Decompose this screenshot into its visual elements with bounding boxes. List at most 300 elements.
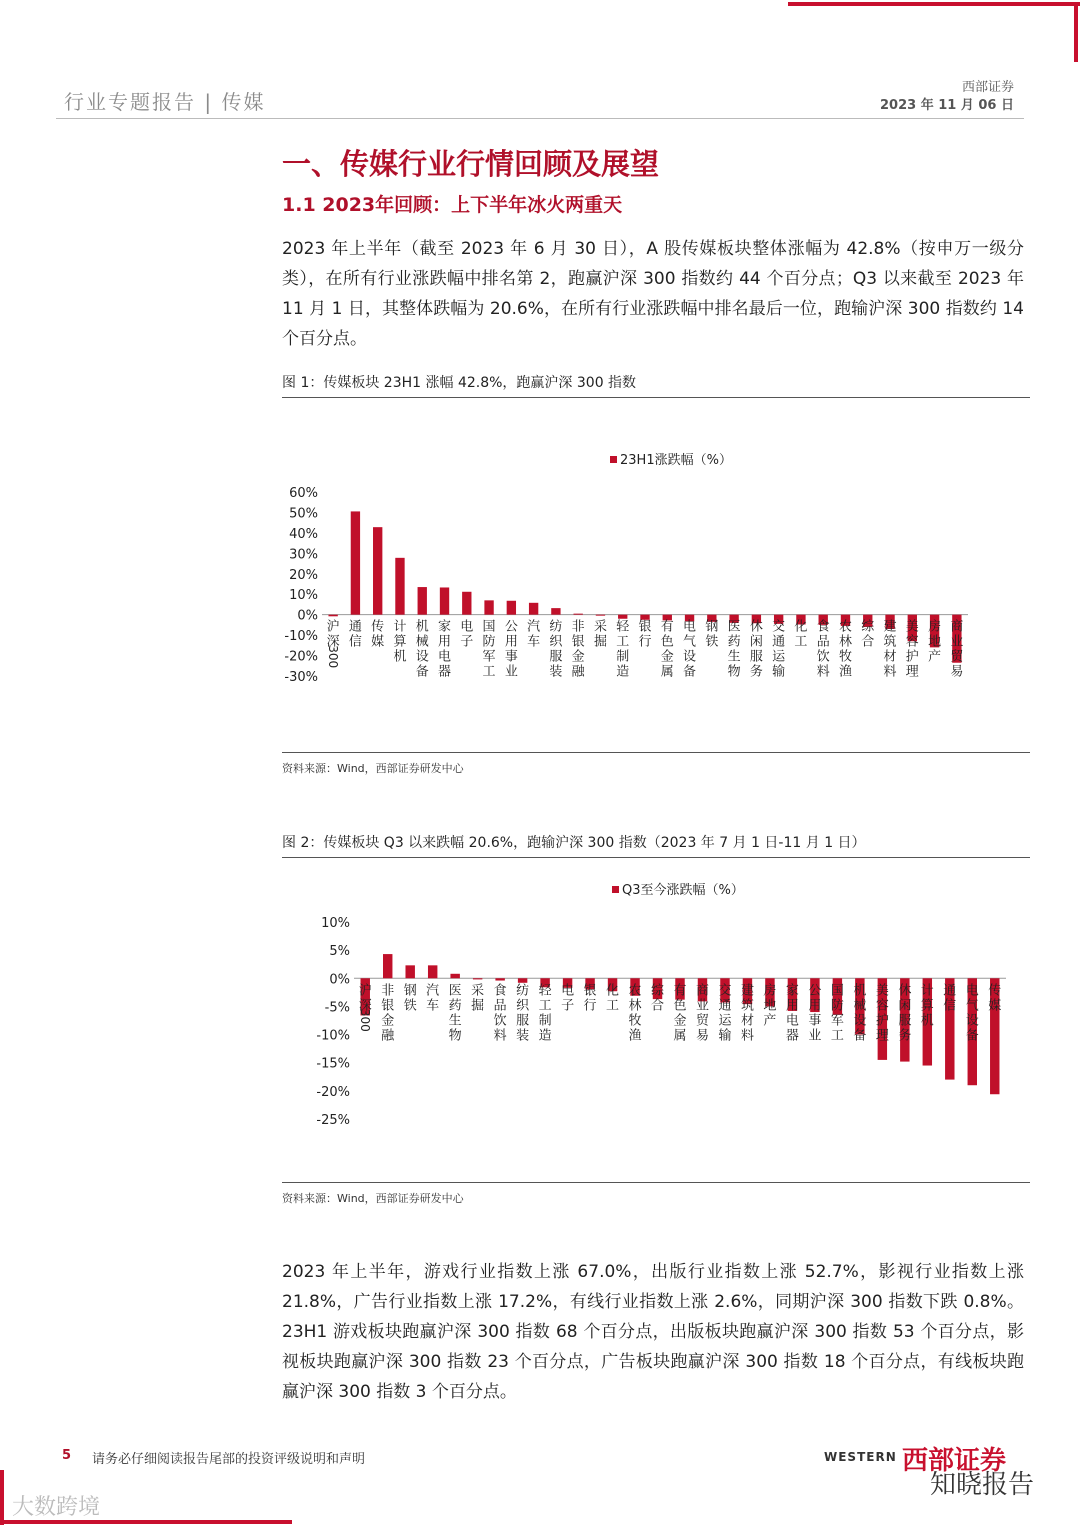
y-tick-label: 30%	[289, 547, 318, 563]
svg-text:品: 品	[493, 998, 507, 1014]
svg-text:合: 合	[861, 634, 875, 650]
svg-text:化: 化	[794, 619, 808, 635]
svg-text:备: 备	[965, 1028, 979, 1044]
category-label-银行	[638, 620, 651, 650]
y-tick-label: 5%	[329, 944, 350, 960]
category-label-计算机	[393, 619, 406, 665]
svg-text:设: 设	[415, 649, 429, 665]
y-tick-label: -15%	[316, 1056, 350, 1072]
bar-家用电器	[440, 587, 449, 614]
svg-text:事: 事	[504, 649, 518, 665]
svg-text:牧: 牧	[838, 649, 852, 665]
category-label-钢铁	[705, 620, 718, 650]
svg-text:综: 综	[651, 983, 665, 999]
svg-text:子: 子	[561, 998, 575, 1014]
svg-text:行: 行	[583, 998, 597, 1014]
category-label-电气设备	[966, 982, 979, 1043]
figure1-chart	[282, 440, 1030, 700]
bar-轻工制造	[618, 615, 627, 619]
svg-text:筑: 筑	[740, 998, 754, 1014]
bar-公用事业	[507, 601, 516, 615]
svg-text:属: 属	[673, 1028, 687, 1044]
svg-text:色: 色	[660, 634, 674, 650]
svg-text:银: 银	[583, 983, 597, 999]
svg-text:药: 药	[448, 998, 462, 1014]
svg-text:用: 用	[785, 998, 799, 1014]
category-label-通信	[349, 620, 362, 650]
category-label-休闲服务	[750, 620, 763, 680]
corner-accent-right	[1074, 2, 1078, 62]
y-tick-label: 50%	[289, 506, 318, 522]
svg-text:食: 食	[816, 619, 830, 635]
svg-text:沪: 沪	[326, 619, 340, 635]
svg-text:服: 服	[749, 649, 763, 665]
svg-text:军: 军	[482, 649, 496, 665]
category-label-商业贸易	[950, 619, 964, 680]
corner-accent-top	[788, 2, 1080, 6]
svg-text:农: 农	[838, 619, 852, 635]
svg-text:渔: 渔	[838, 664, 852, 680]
svg-text:械: 械	[415, 634, 429, 650]
figure2-bottom-rule	[282, 1182, 1030, 1183]
svg-text:铁: 铁	[705, 634, 719, 650]
category-label-公用事业	[505, 620, 518, 680]
category-label-化工	[606, 983, 619, 1013]
svg-text:非: 非	[571, 619, 585, 635]
y-tick-label: -5%	[324, 1000, 350, 1016]
svg-text:建: 建	[883, 619, 897, 635]
svg-text:生: 生	[448, 1013, 462, 1029]
svg-text:汽: 汽	[527, 619, 541, 635]
svg-text:用: 用	[504, 634, 518, 650]
svg-text:用: 用	[808, 998, 822, 1014]
figure2-top-rule	[282, 857, 1030, 858]
svg-text:气: 气	[683, 634, 697, 650]
category-label-综合	[651, 982, 665, 1013]
svg-text:算: 算	[393, 634, 407, 650]
svg-text:备: 备	[683, 664, 697, 680]
svg-text:造: 造	[538, 1028, 552, 1044]
svg-text:行: 行	[638, 634, 652, 650]
svg-text:化: 化	[606, 983, 620, 999]
svg-text:服: 服	[898, 1013, 912, 1029]
svg-text:银: 银	[638, 619, 652, 635]
svg-text:非: 非	[381, 983, 395, 999]
category-label-非银金融	[572, 619, 586, 680]
category-label-农林牧渔	[839, 620, 852, 680]
svg-text:织: 织	[516, 998, 530, 1014]
watermark-text: 知晓报告	[930, 1470, 1035, 1500]
category-label-医药生物	[449, 983, 462, 1043]
bar-沪深300	[328, 615, 337, 617]
svg-text:军: 军	[830, 1013, 844, 1029]
svg-text:计: 计	[920, 983, 934, 999]
svg-text:工: 工	[794, 634, 808, 650]
category-label-交通运输	[772, 620, 786, 680]
category-label-轻工制造	[539, 983, 553, 1043]
svg-text:合: 合	[651, 998, 665, 1014]
bar-计算机	[395, 558, 404, 615]
svg-text:气: 气	[965, 998, 979, 1014]
figure2-source: 资料来源：Wind，西部证券研发中心	[282, 1192, 464, 1205]
svg-text:业: 业	[808, 1028, 822, 1044]
y-tick-label: -20%	[284, 649, 318, 665]
category-label-计算机	[921, 982, 934, 1028]
category-label-家用电器	[786, 983, 799, 1043]
category-label-建筑材料	[741, 982, 754, 1043]
svg-text:工: 工	[830, 1028, 844, 1044]
bar-纺织服装	[518, 978, 527, 983]
svg-text:通: 通	[348, 619, 362, 635]
category-label-机械设备	[416, 619, 429, 680]
svg-text:制: 制	[616, 649, 630, 665]
svg-text:通: 通	[718, 998, 732, 1014]
logo-english: WESTERN	[824, 1450, 897, 1464]
svg-text:信: 信	[943, 998, 957, 1014]
svg-text:备: 备	[853, 1028, 867, 1044]
svg-text:银: 银	[571, 634, 585, 650]
svg-text:闲: 闲	[898, 998, 912, 1014]
paragraph-h1-details: 2023 年上半年，游戏行业指数上涨 67.0%，出版行业指数上涨 52.7%，影视行业指数上涨 21.8%，广告行业指数上涨 17.2%，有线行业指数上涨 2.6%，同期沪深 300 指数下跌 0.8%。23H1 游戏板块跑赢沪深 300 指数 68 个百分点，出版板块跑赢沪深 300 指数 53 个百分点，影视板块跑赢沪深 300 指数 23 个百分点，广告板块跑赢沪深 300 指数 18 个百分点，有线板块跑赢沪深 300 指数 3 个百分点。	[282, 1262, 1024, 1402]
svg-text:纺: 纺	[549, 619, 563, 635]
svg-text:防: 防	[830, 998, 844, 1014]
figure2-chart	[282, 876, 1030, 1146]
svg-text:机: 机	[393, 649, 407, 665]
svg-text:易: 易	[695, 1028, 709, 1044]
svg-text:金: 金	[381, 1013, 395, 1029]
svg-text:融: 融	[381, 1028, 395, 1044]
svg-text:工: 工	[482, 664, 496, 680]
svg-text:商: 商	[695, 983, 709, 999]
category-label-电子	[460, 619, 473, 650]
svg-text:商: 商	[950, 619, 964, 635]
legend-swatch	[610, 456, 617, 463]
svg-text:机: 机	[415, 619, 429, 635]
subsection-heading: 1.1 2023年回顾：上下半年冰火两重天	[282, 194, 623, 216]
svg-text:工: 工	[606, 998, 620, 1014]
svg-text:筑: 筑	[883, 634, 897, 650]
svg-text:深: 深	[358, 998, 372, 1014]
report-date: 2023 年 11 月 06 日	[880, 98, 1014, 113]
report-category: 行业专题报告 | 传媒	[64, 90, 266, 114]
svg-text:器: 器	[438, 664, 452, 680]
category-label-机械设备	[853, 982, 866, 1043]
category-label-传媒	[988, 983, 1001, 1013]
svg-text:机: 机	[920, 1013, 934, 1029]
category-label-采掘	[471, 983, 484, 1013]
figure1-title: 图 1：传媒板块 23H1 涨幅 42.8%，跑赢沪深 300 指数	[282, 375, 637, 391]
category-label-汽车	[527, 620, 540, 650]
svg-text:事: 事	[808, 1013, 822, 1029]
svg-text:装: 装	[516, 1028, 530, 1044]
y-tick-label: 0%	[297, 608, 318, 624]
svg-text:钢: 钢	[705, 619, 719, 635]
y-tick-label: -10%	[316, 1028, 350, 1044]
svg-text:品: 品	[816, 634, 830, 650]
bar-医药生物	[450, 974, 459, 979]
svg-text:综: 综	[861, 619, 875, 635]
bar-采掘	[473, 978, 482, 979]
category-label-纺织服装	[516, 983, 530, 1043]
category-label-商业贸易	[696, 982, 710, 1043]
svg-text:融: 融	[571, 664, 585, 680]
svg-text:工: 工	[538, 998, 552, 1014]
svg-text:地: 地	[763, 998, 777, 1014]
svg-text:家: 家	[438, 619, 452, 635]
category-label-房地产	[763, 982, 776, 1028]
category-label-交通运输	[718, 983, 732, 1043]
y-tick-label: 10%	[321, 916, 350, 931]
watermark-bottom-left: 大数跨境	[12, 1495, 101, 1520]
svg-text:通: 通	[772, 634, 786, 650]
svg-text:造: 造	[616, 664, 630, 680]
svg-text:传: 传	[371, 619, 385, 635]
legend-label: 23H1涨跌幅（%）	[620, 453, 732, 468]
category-label-化工	[794, 620, 807, 650]
svg-text:产: 产	[763, 1013, 777, 1029]
svg-text:生: 生	[727, 649, 741, 665]
svg-text:易: 易	[950, 664, 964, 680]
svg-text:采: 采	[471, 983, 485, 999]
bar-传媒	[373, 527, 382, 615]
svg-text:护: 护	[875, 1013, 889, 1029]
footer-accent-left	[0, 1470, 4, 1525]
category-label-国防军工	[483, 620, 496, 680]
svg-text:300: 300	[358, 1008, 373, 1032]
category-label-国防军工	[831, 983, 844, 1043]
svg-text:深: 深	[326, 634, 340, 650]
svg-text:电: 电	[683, 619, 697, 635]
svg-text:电: 电	[460, 619, 474, 635]
company-name: 西部证券	[961, 80, 1014, 95]
svg-text:医: 医	[448, 983, 462, 999]
bar-非银金融	[383, 954, 392, 978]
svg-text:运: 运	[772, 649, 786, 665]
svg-text:工: 工	[616, 634, 630, 650]
figure1-top-rule	[282, 397, 1030, 398]
svg-text:房: 房	[928, 619, 942, 635]
svg-text:器: 器	[785, 1028, 799, 1044]
y-tick-label: -25%	[316, 1113, 350, 1128]
svg-text:车: 车	[426, 998, 440, 1014]
svg-text:纺: 纺	[516, 983, 530, 999]
svg-text:料: 料	[740, 1028, 754, 1044]
category-label-建筑材料	[884, 619, 897, 680]
svg-text:公: 公	[808, 983, 822, 999]
category-label-家用电器	[438, 620, 451, 680]
svg-text:闲: 闲	[749, 634, 763, 650]
y-tick-label: 0%	[329, 972, 350, 988]
bar-食品饮料	[495, 978, 504, 980]
svg-text:有: 有	[660, 619, 674, 635]
category-label-沪深300	[358, 983, 372, 1031]
svg-text:药: 药	[727, 634, 741, 650]
svg-text:车: 车	[527, 634, 541, 650]
svg-text:务: 务	[749, 664, 763, 680]
y-tick-label: 10%	[289, 588, 318, 604]
category-label-轻工制造	[616, 620, 630, 680]
svg-text:美: 美	[905, 619, 919, 635]
bar-非银金融	[573, 614, 582, 615]
svg-text:国: 国	[482, 619, 496, 635]
bar-汽车	[529, 603, 538, 615]
category-label-房地产	[928, 619, 941, 665]
bar-电子	[462, 592, 471, 615]
svg-text:林: 林	[628, 998, 642, 1014]
svg-text:机: 机	[853, 983, 867, 999]
svg-text:运: 运	[718, 1013, 732, 1029]
y-tick-label: -10%	[284, 629, 318, 645]
svg-text:采: 采	[593, 619, 607, 635]
svg-text:美: 美	[875, 983, 889, 999]
paragraph-intro: 2023 年上半年（截至 2023 年 6 月 30 日），A 股传媒板块整体涨幅为 42.8%（按申万一级分类），在所有行业涨跌幅中排名第 2，跑赢沪深 300 指数约 44 个百分点；Q3 以来截至 2023 年 11 月 1 日，其整体跌幅为 20.6%，在所有行业涨跌幅中排名最后一位，跑输沪深 300 指数约 14 个百分点。	[282, 239, 1024, 349]
svg-text:钢: 钢	[403, 983, 417, 999]
svg-text:牧: 牧	[628, 1013, 642, 1029]
svg-text:建: 建	[740, 983, 754, 999]
category-label-非银金融	[381, 982, 395, 1043]
category-label-综合	[861, 619, 875, 650]
category-label-美容护理	[876, 983, 889, 1043]
svg-text:铁: 铁	[403, 998, 417, 1014]
svg-text:电: 电	[561, 983, 575, 999]
svg-text:媒: 媒	[988, 998, 1002, 1014]
svg-text:沪: 沪	[358, 983, 372, 999]
svg-text:饮: 饮	[816, 649, 830, 665]
svg-text:信: 信	[348, 634, 362, 650]
legend-swatch	[612, 886, 619, 893]
svg-text:渔: 渔	[628, 1028, 642, 1044]
legend-label: Q3至今涨跌幅（%）	[622, 883, 744, 898]
category-label-传媒	[371, 620, 384, 650]
y-tick-label: -30%	[284, 670, 318, 685]
svg-text:械: 械	[853, 998, 867, 1014]
bar-机械设备	[418, 587, 427, 615]
category-label-通信	[943, 983, 956, 1013]
svg-text:料: 料	[493, 1028, 507, 1044]
category-label-医药生物	[728, 620, 741, 680]
svg-text:备: 备	[415, 664, 429, 680]
svg-text:织: 织	[549, 634, 563, 650]
svg-text:料: 料	[816, 664, 830, 680]
y-tick-label: 40%	[289, 526, 318, 542]
svg-text:公: 公	[504, 619, 518, 635]
y-tick-label: -20%	[316, 1084, 350, 1100]
svg-text:金: 金	[660, 649, 674, 665]
svg-text:交: 交	[718, 983, 732, 999]
bar-钢铁	[405, 965, 414, 978]
header-divider	[56, 118, 1024, 119]
svg-text:休: 休	[749, 619, 763, 635]
category-label-采掘	[594, 620, 607, 650]
y-tick-label: 20%	[289, 567, 318, 583]
bar-采掘	[596, 615, 605, 616]
svg-text:银: 银	[381, 998, 395, 1014]
svg-text:金: 金	[673, 1013, 687, 1029]
category-label-食品饮料	[817, 620, 830, 680]
logo-chinese: 西部证券	[902, 1446, 1007, 1476]
category-label-沪深300	[326, 620, 340, 668]
svg-text:料: 料	[883, 664, 897, 680]
svg-text:服: 服	[549, 649, 563, 665]
svg-text:理: 理	[875, 1028, 889, 1044]
category-label-纺织服装	[549, 620, 563, 680]
svg-text:国: 国	[830, 983, 844, 999]
svg-text:轻: 轻	[538, 983, 552, 999]
svg-text:设: 设	[853, 1013, 867, 1029]
svg-text:电: 电	[785, 1013, 799, 1029]
category-label-公用事业	[808, 983, 821, 1043]
svg-text:电: 电	[438, 649, 452, 665]
svg-text:掘: 掘	[593, 634, 607, 650]
category-label-有色金属	[661, 620, 674, 680]
svg-text:金: 金	[571, 649, 585, 665]
svg-text:服: 服	[516, 1013, 530, 1029]
svg-text:容: 容	[875, 998, 889, 1014]
category-label-美容护理	[906, 620, 919, 680]
svg-text:媒: 媒	[371, 634, 385, 650]
svg-text:装: 装	[549, 664, 563, 680]
svg-text:计: 计	[393, 619, 407, 635]
figure1-bottom-rule	[282, 752, 1030, 753]
svg-text:务: 务	[898, 1028, 912, 1044]
svg-text:电: 电	[965, 983, 979, 999]
svg-text:医: 医	[727, 619, 741, 635]
figure2-title: 图 2：传媒板块 Q3 以来跌幅 20.6%，跑输沪深 300 指数（2023 年 7 月 1 日-11 月 1 日）	[282, 835, 866, 851]
svg-text:农: 农	[628, 983, 642, 999]
svg-text:物: 物	[448, 1028, 462, 1044]
svg-text:子: 子	[460, 634, 474, 650]
svg-text:汽: 汽	[426, 983, 440, 999]
svg-text:理: 理	[905, 664, 919, 680]
category-label-汽车	[426, 983, 439, 1013]
bar-汽车	[428, 965, 437, 978]
section-heading: 一、传媒行业行情回顾及展望	[282, 147, 660, 181]
bar-国防军工	[484, 600, 493, 614]
svg-text:输: 输	[718, 1028, 732, 1044]
svg-text:贸: 贸	[695, 1013, 709, 1029]
svg-text:贸: 贸	[950, 649, 964, 665]
category-label-电子	[561, 982, 574, 1013]
category-label-钢铁	[404, 983, 417, 1013]
bar-纺织服装	[551, 608, 560, 615]
svg-text:业: 业	[504, 664, 518, 680]
category-label-农林牧渔	[629, 983, 642, 1043]
svg-text:容: 容	[905, 634, 919, 650]
svg-text:材: 材	[740, 1013, 754, 1029]
svg-text:食: 食	[493, 983, 507, 999]
svg-text:传: 传	[988, 983, 1002, 999]
svg-text:材: 材	[883, 649, 897, 665]
svg-text:房: 房	[763, 983, 777, 999]
svg-text:设: 设	[683, 649, 697, 665]
y-tick-label: 60%	[289, 486, 318, 501]
category-label-食品饮料	[494, 983, 507, 1043]
category-label-银行	[584, 983, 597, 1013]
svg-text:业: 业	[950, 634, 964, 650]
svg-text:300: 300	[326, 645, 341, 669]
svg-text:色: 色	[673, 998, 687, 1014]
svg-text:家: 家	[785, 983, 799, 999]
svg-text:业: 业	[695, 998, 709, 1014]
svg-text:饮: 饮	[493, 1013, 507, 1029]
svg-text:林: 林	[838, 634, 852, 650]
svg-text:输: 输	[772, 664, 786, 680]
svg-text:设: 设	[965, 1013, 979, 1029]
svg-text:物: 物	[727, 664, 741, 680]
figure1-source: 资料来源：Wind，西部证券研发中心	[282, 762, 464, 775]
svg-text:掘: 掘	[471, 998, 485, 1014]
svg-text:算: 算	[920, 998, 934, 1014]
